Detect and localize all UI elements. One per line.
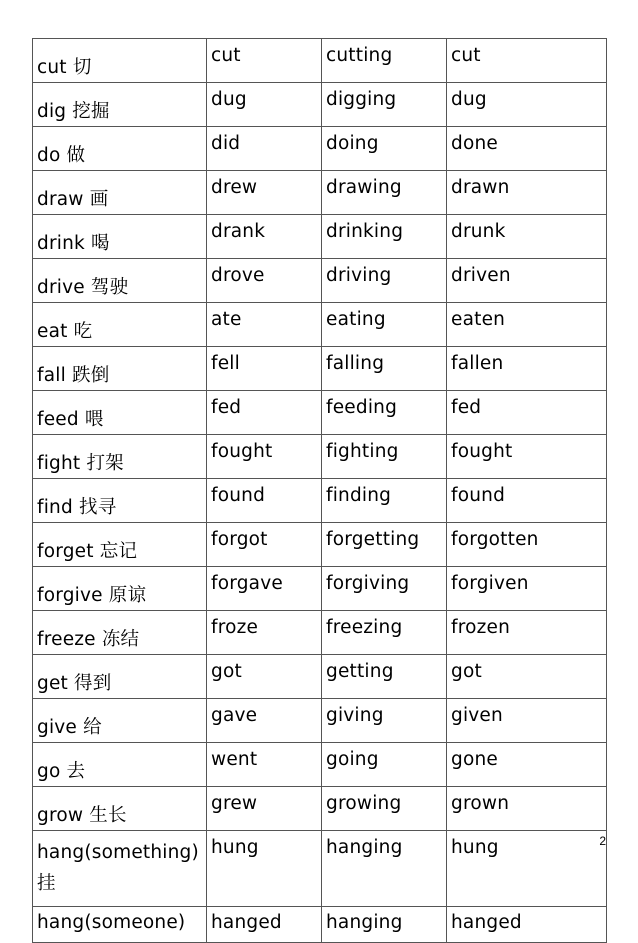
base-form-cell: give 给 xyxy=(33,699,207,743)
past-tense-cell: went xyxy=(207,743,322,787)
base-form-cell: cut 切 xyxy=(33,39,207,83)
base-form-cell: drink 喝 xyxy=(33,215,207,259)
present-participle-cell: eating xyxy=(322,303,447,347)
past-participle-cell: dug xyxy=(447,83,607,127)
present-participle-cell: finding xyxy=(322,479,447,523)
table-row xyxy=(33,391,607,435)
past-tense-cell: drew xyxy=(207,171,322,215)
past-participle-cell: driven xyxy=(447,259,607,303)
past-tense-cell: froze xyxy=(207,611,322,655)
present-participle-cell: cutting xyxy=(322,39,447,83)
past-tense-cell: gave xyxy=(207,699,322,743)
base-form-cell: dig 挖掘 xyxy=(33,83,207,127)
past-participle-cell: gone xyxy=(447,743,607,787)
present-participle-cell: driving xyxy=(322,259,447,303)
past-tense-cell: drank xyxy=(207,215,322,259)
base-form-cell: get 得到 xyxy=(33,655,207,699)
table-row xyxy=(33,259,607,303)
past-tense-cell: dug xyxy=(207,83,322,127)
present-participle-cell: drinking xyxy=(322,215,447,259)
base-form-cell: find 找寻 xyxy=(33,479,207,523)
past-tense-cell: did xyxy=(207,127,322,171)
present-participle-cell: hanging xyxy=(322,907,447,943)
past-participle-cell: fed xyxy=(447,391,607,435)
past-participle-cell: hanged xyxy=(447,907,607,943)
present-participle-cell: giving xyxy=(322,699,447,743)
table-row xyxy=(33,435,607,479)
past-tense-cell: fell xyxy=(207,347,322,391)
table-row xyxy=(33,171,607,215)
present-participle-cell: going xyxy=(322,743,447,787)
past-tense-cell: forgave xyxy=(207,567,322,611)
present-participle-cell: forgiving xyxy=(322,567,447,611)
table-row xyxy=(33,347,607,391)
table-row xyxy=(33,39,607,83)
present-participle-cell: fighting xyxy=(322,435,447,479)
past-tense-cell: cut xyxy=(207,39,322,83)
base-form-cell: go 去 xyxy=(33,743,207,787)
past-tense-cell: found xyxy=(207,479,322,523)
past-tense-cell: grew xyxy=(207,787,322,831)
past-tense-cell: got xyxy=(207,655,322,699)
past-participle-cell: got xyxy=(447,655,607,699)
table-row xyxy=(33,907,607,943)
present-participle-cell: hanging xyxy=(322,831,447,907)
table-row xyxy=(33,83,607,127)
past-tense-cell: hung xyxy=(207,831,322,907)
base-form-cell: eat 吃 xyxy=(33,303,207,347)
table-row xyxy=(33,611,607,655)
base-form-cell: hang(something) 挂 xyxy=(33,831,207,907)
past-tense-cell: forgot xyxy=(207,523,322,567)
base-form-cell: draw 画 xyxy=(33,171,207,215)
past-tense-cell: hanged xyxy=(207,907,322,943)
base-form-cell: hang(someone) xyxy=(33,907,207,943)
past-participle-cell: found xyxy=(447,479,607,523)
past-participle-cell: frozen xyxy=(447,611,607,655)
base-form-cell: freeze 冻结 xyxy=(33,611,207,655)
past-participle-cell: hung xyxy=(447,831,607,907)
verb-forms-table xyxy=(32,38,607,943)
past-tense-cell: fought xyxy=(207,435,322,479)
table-row xyxy=(33,479,607,523)
past-participle-cell: grown xyxy=(447,787,607,831)
present-participle-cell: falling xyxy=(322,347,447,391)
table-row xyxy=(33,303,607,347)
past-tense-cell: drove xyxy=(207,259,322,303)
past-participle-cell: cut xyxy=(447,39,607,83)
past-participle-cell: given xyxy=(447,699,607,743)
present-participle-cell: feeding xyxy=(322,391,447,435)
past-tense-cell: ate xyxy=(207,303,322,347)
base-form-cell: fight 打架 xyxy=(33,435,207,479)
table-row xyxy=(33,743,607,787)
past-participle-cell: fought xyxy=(447,435,607,479)
table-row xyxy=(33,215,607,259)
past-tense-cell: fed xyxy=(207,391,322,435)
present-participle-cell: forgetting xyxy=(322,523,447,567)
present-participle-cell: freezing xyxy=(322,611,447,655)
past-participle-cell: fallen xyxy=(447,347,607,391)
base-form-cell: forgive 原谅 xyxy=(33,567,207,611)
past-participle-cell: eaten xyxy=(447,303,607,347)
table-row xyxy=(33,699,607,743)
table-row xyxy=(33,787,607,831)
base-form-cell: grow 生长 xyxy=(33,787,207,831)
present-participle-cell: growing xyxy=(322,787,447,831)
table-row xyxy=(33,523,607,567)
past-participle-cell: forgiven xyxy=(447,567,607,611)
base-form-cell: drive 驾驶 xyxy=(33,259,207,303)
past-participle-cell: done xyxy=(447,127,607,171)
present-participle-cell: drawing xyxy=(322,171,447,215)
base-form-cell: feed 喂 xyxy=(33,391,207,435)
present-participle-cell: digging xyxy=(322,83,447,127)
base-form-cell: do 做 xyxy=(33,127,207,171)
table-row xyxy=(33,567,607,611)
present-participle-cell: doing xyxy=(322,127,447,171)
past-participle-cell: drunk xyxy=(447,215,607,259)
base-form-cell: forget 忘记 xyxy=(33,523,207,567)
page-number: 2 xyxy=(599,834,606,848)
table-row xyxy=(33,655,607,699)
table-row xyxy=(33,127,607,171)
base-form-cell: fall 跌倒 xyxy=(33,347,207,391)
past-participle-cell: forgotten xyxy=(447,523,607,567)
present-participle-cell: getting xyxy=(322,655,447,699)
table-row xyxy=(33,831,607,907)
past-participle-cell: drawn xyxy=(447,171,607,215)
verb-forms-body xyxy=(33,39,607,943)
